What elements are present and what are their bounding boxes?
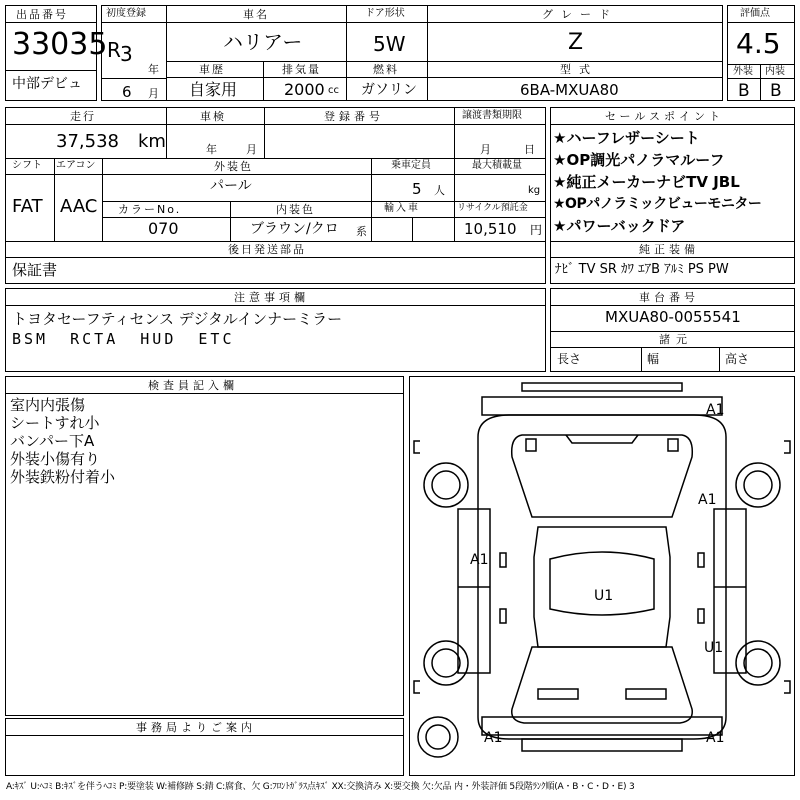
interior-label: 内装 — [765, 66, 785, 77]
sales-point-item: ★OPパノラミックビューモニター — [553, 196, 762, 212]
notes-box — [5, 288, 546, 372]
registration-number-label: 登録番号 — [324, 110, 384, 123]
first-registration-cell — [101, 5, 167, 101]
legend: A:ｷｽﾞ U:ﾍｺﾐ B:ｷｽﾞを伴うﾍｺﾐ P:要塗装 W:補修跡 S:錆 C:腐食、欠 G:ﾌﾛﾝﾄｶﾞﾗｽ点ｷｽﾞ XX:交換済み X:要交換 欠:欠品 内・外装評価 5段階ﾗﾝｸ順(A・B・C・D・E) 3 — [6, 782, 635, 792]
inspection-label: 車検 — [200, 110, 226, 123]
chassis-label: 車台番号 — [639, 291, 699, 304]
model-label: 型式 — [560, 63, 598, 76]
ac-label: エアコン — [56, 160, 96, 171]
damage-mark-right-front: A1 — [698, 492, 717, 508]
shift: FAT — [12, 196, 43, 217]
ac: AAC — [60, 196, 98, 217]
sales-points-box — [550, 107, 795, 284]
chassis-box — [550, 288, 795, 372]
mileage-label: 走行 — [70, 110, 96, 123]
sales-point-item: ★ハーフレザーシート — [553, 129, 700, 147]
max-load-label: 最大積載量 — [472, 160, 522, 171]
lot-number-label: 出品番号 — [16, 8, 68, 21]
damage-mark-rear-right: A1 — [706, 730, 725, 746]
inspector-note: バンパー下A — [10, 432, 95, 450]
inspection-month-unit: 月 — [246, 143, 257, 156]
door-cell — [346, 5, 428, 62]
chassis-number: MXUA80-0055541 — [605, 308, 741, 326]
width-label: 幅 — [647, 352, 660, 366]
damage-mark-right-rear: U1 — [704, 640, 724, 656]
details-table — [5, 107, 546, 284]
inspector-note: 外装鉄粉付着小 — [10, 468, 116, 486]
length-label: 長さ — [557, 352, 582, 366]
mileage-unit: km — [138, 131, 166, 152]
era: R — [107, 38, 121, 62]
car-name-cell — [166, 5, 347, 62]
capacity-label: 乗車定員 — [391, 160, 431, 171]
grade-cell — [427, 5, 723, 62]
inspector-box — [5, 376, 404, 716]
sales-point-item: ★純正メーカーナビTV JBL — [553, 173, 740, 191]
inspection-year-unit: 年 — [206, 143, 217, 156]
damage-mark-roof: U1 — [594, 588, 614, 604]
displacement-cell — [263, 61, 347, 101]
sales-point-item: ★OP調光パノラマルーフ — [553, 151, 725, 169]
lot-number-cell — [5, 5, 108, 101]
score-label: 評価点 — [740, 8, 770, 19]
damage-mark-left-mid: A1 — [470, 552, 489, 568]
recycle-unit: 円 — [530, 223, 543, 237]
interior-color: ブラウン/クロ — [250, 221, 339, 237]
interior-grade: B — [770, 81, 782, 101]
inspector-label: 検査員記入欄 — [148, 379, 238, 392]
history-label: 車歴 — [199, 63, 225, 76]
transfer-month-unit: 月 — [480, 143, 491, 156]
history-cell — [166, 61, 264, 101]
transfer-deadline-label: 譲渡書類期限 — [462, 110, 522, 121]
door-type: 5W — [373, 32, 406, 56]
fuel: ガソリン — [361, 82, 417, 98]
recycle-deposit: 10,510 — [464, 220, 517, 238]
lot-number: 33035 — [12, 27, 108, 62]
color: パール — [210, 178, 252, 194]
grade: Z — [568, 30, 584, 55]
office-label: 事務局よりご案内 — [136, 721, 256, 734]
inspector-note: 外装小傷有り — [10, 450, 101, 468]
notes-line: BSM RCTA HUD ETC — [12, 330, 235, 348]
later-parts: 保証書 — [12, 261, 58, 279]
color-number: 070 — [148, 219, 179, 238]
model-cell — [427, 61, 723, 101]
displacement-label: 排気量 — [282, 63, 321, 76]
model: 6BA-MXUA80 — [520, 81, 619, 99]
car-body-outline — [410, 377, 794, 775]
fuel-label: 燃料 — [373, 63, 399, 76]
sales-point-item: ★パワーバックドア — [553, 217, 686, 235]
reg-year: 3 — [120, 42, 133, 66]
recycle-deposit-label: リサイクル預託金 — [457, 203, 528, 213]
inspector-note: 室内内張傷 — [10, 396, 86, 414]
displacement: 2000 — [284, 80, 325, 99]
interior-color-suffix: 系 — [356, 225, 367, 238]
score-cell — [727, 5, 795, 101]
spec-label: 諸元 — [659, 333, 693, 346]
displacement-unit: cc — [328, 85, 339, 96]
capacity-unit: 人 — [434, 184, 445, 197]
first-registration-label: 初度登録 — [106, 8, 146, 19]
year-unit: 年 — [148, 63, 159, 76]
mileage: 37,538 — [56, 131, 119, 152]
exterior-label: 外装 — [733, 66, 753, 77]
door-label: ドア形状 — [365, 8, 405, 19]
color-number-label: カラーNo. — [118, 203, 182, 216]
sales-points-label: セールスポイント — [605, 110, 725, 123]
exterior-grade: B — [738, 81, 750, 101]
color-label: 外装色 — [214, 160, 253, 173]
height-label: 高さ — [725, 352, 750, 366]
transfer-day-unit: 日 — [524, 143, 535, 156]
history: 自家用 — [189, 80, 238, 99]
grade-label: グレード — [542, 8, 618, 21]
car-name: ハリアー — [223, 30, 303, 54]
debut-label: 中部デビュ — [12, 76, 82, 92]
fuel-cell — [346, 61, 428, 101]
equipment-label: 純正装備 — [639, 243, 699, 256]
reg-month: 6 — [122, 83, 132, 101]
month-unit: 月 — [148, 87, 159, 100]
notes-label: 注意事項欄 — [234, 291, 309, 304]
score: 4.5 — [736, 27, 781, 60]
office-box — [5, 718, 404, 776]
capacity: 5 — [412, 180, 422, 198]
damage-mark-rear-left: A1 — [484, 730, 503, 746]
car-name-label: 車名 — [243, 8, 269, 21]
inspector-note: シートすれ小 — [10, 414, 100, 432]
later-parts-label: 後日発送部品 — [228, 243, 306, 256]
import-label: 輸入車 — [384, 203, 420, 214]
max-load-unit: kg — [528, 185, 541, 196]
shift-label: シフト — [12, 160, 42, 171]
car-diagram — [409, 376, 795, 776]
equipment: ﾅﾋﾞ TV SR ｶﾜ ｴｱB ｱﾙﾐ PS PW — [555, 262, 729, 277]
damage-mark-front-right: A1 — [706, 402, 725, 418]
interior-color-label: 内装色 — [276, 203, 315, 216]
notes-line: トヨタセーフティセンス デジタルインナーミラー — [12, 310, 343, 328]
